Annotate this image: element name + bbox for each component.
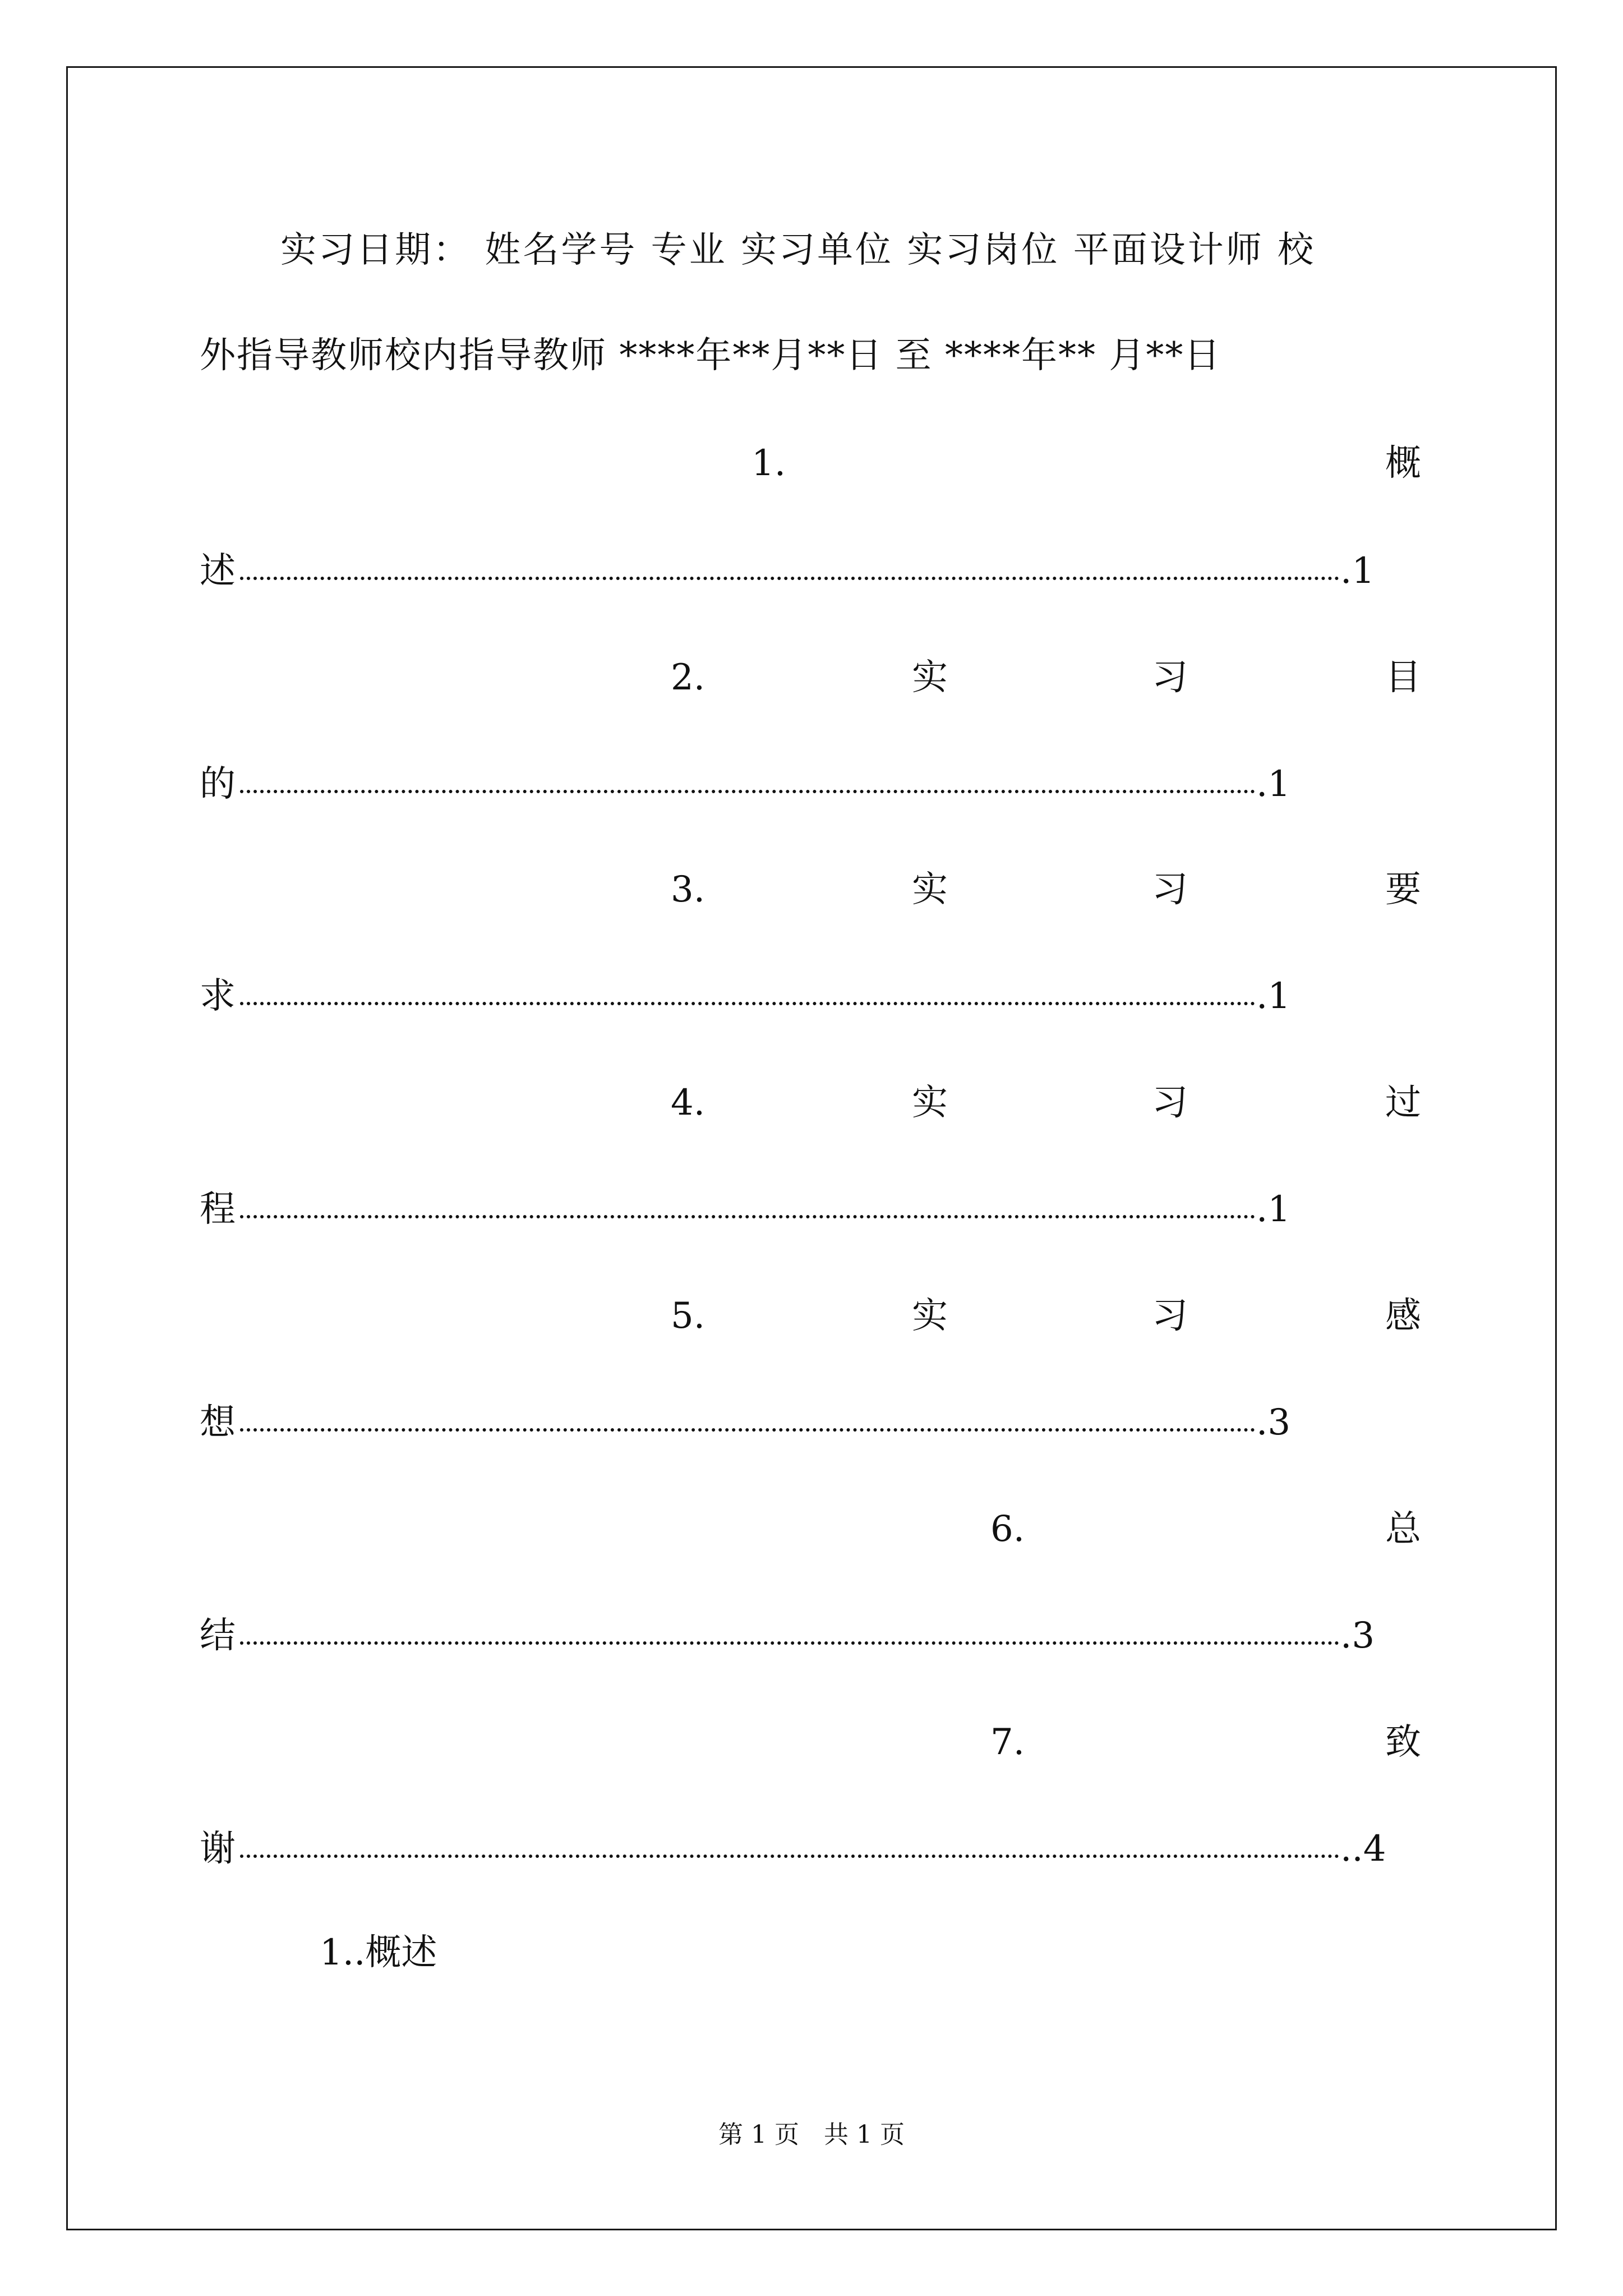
toc-3-title-part-3: 要 — [1385, 869, 1421, 910]
toc-6-leader — [240, 1616, 1339, 1656]
toc-4-leader — [240, 1189, 1255, 1230]
intro-line-2: 外指导教师校内指导教师 ****年**月**日 至 ****年** 月**日 — [200, 335, 1221, 376]
page-border — [66, 66, 1557, 2230]
toc-2-title-part-3: 目 — [1385, 657, 1421, 698]
toc-3-title-tail: 求 — [200, 976, 236, 1017]
toc-2-number: 2. — [671, 657, 706, 698]
toc-5-number: 5. — [671, 1295, 706, 1337]
toc-5-title-part-3: 感 — [1385, 1295, 1421, 1337]
toc-3-title-part-2: 习 — [1152, 869, 1188, 910]
toc-1-page: .1 — [1340, 550, 1375, 592]
toc-4-title-part-3: 过 — [1385, 1082, 1421, 1124]
toc-5-title-part-2: 习 — [1152, 1295, 1188, 1337]
toc-2-title-part-1: 实 — [912, 657, 948, 698]
toc-6-title-tail: 结 — [200, 1615, 236, 1657]
toc-2-title-part-2: 习 — [1152, 657, 1188, 698]
toc-6-page: .3 — [1340, 1615, 1375, 1657]
toc-2-leader — [240, 764, 1255, 804]
toc-7-page: ..4 — [1340, 1828, 1386, 1870]
toc-7-title-part-1: 致 — [1385, 1722, 1421, 1763]
toc-4-title-tail: 程 — [200, 1189, 236, 1230]
toc-2-title-tail: 的 — [200, 763, 236, 805]
toc-3-title-part-1: 实 — [912, 869, 948, 910]
toc-7-number: 7. — [990, 1722, 1025, 1763]
toc-5-page: .3 — [1256, 1402, 1291, 1443]
toc-4-number: 4. — [671, 1082, 706, 1124]
toc-5-title-tail: 想 — [200, 1402, 236, 1443]
toc-3-leader — [240, 976, 1255, 1016]
toc-3-number: 3. — [671, 869, 706, 910]
page-footer: 第 1 页 共 1 页 — [718, 2120, 905, 2149]
intro-line-1: 实习日期： 姓名学号 专业 实习单位 实习岗位 平面设计师 校 — [280, 229, 1316, 271]
toc-1-leader — [240, 551, 1339, 591]
toc-4-title-part-1: 实 — [912, 1082, 948, 1124]
toc-7-leader — [240, 1829, 1339, 1869]
toc-1-number: 1. — [751, 443, 786, 484]
toc-6-title-part-1: 总 — [1385, 1508, 1421, 1550]
toc-2-page: .1 — [1256, 763, 1291, 805]
section-heading: 1..概述 — [320, 1932, 437, 1973]
toc-1-title-part-1: 概 — [1385, 443, 1421, 484]
toc-5-leader — [240, 1402, 1255, 1443]
toc-4-page: .1 — [1256, 1189, 1291, 1230]
toc-1-title-tail: 述 — [200, 550, 236, 592]
toc-7-title-tail: 谢 — [200, 1828, 236, 1870]
toc-3-page: .1 — [1256, 976, 1291, 1017]
toc-4-title-part-2: 习 — [1152, 1082, 1188, 1124]
toc-5-title-part-1: 实 — [912, 1295, 948, 1337]
toc-6-number: 6. — [990, 1508, 1025, 1550]
